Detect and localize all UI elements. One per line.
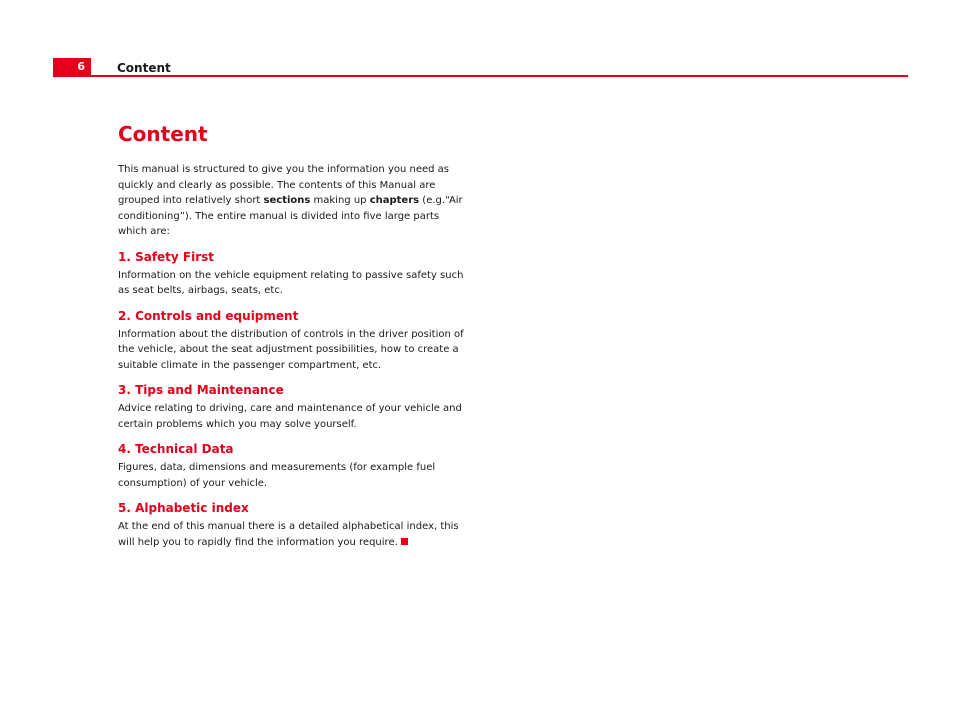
end-of-section-marker-icon (401, 538, 408, 545)
content-column (118, 122, 470, 550)
running-title: Content (117, 61, 171, 75)
section-heading-technical-data: 4. Technical Data (118, 442, 234, 456)
section-body-technical-data: Figures, data, dimensions and measurements (for example fuel consumption) of your vehicle. (118, 462, 436, 489)
section-heading-controls-equipment: 2. Controls and equipment (118, 308, 299, 323)
section-body-tips-maintenance: Advice relating to driving, care and maintenance of your vehicle and certain problems which you may solve yourself. (118, 403, 462, 430)
section-heading-safety-first: 1. Safety First (118, 249, 215, 264)
header-rule (91, 75, 908, 77)
section-heading-alphabetic-index: 5. Alphabetic index (118, 501, 249, 515)
page-number: 6 (77, 60, 85, 73)
section-heading-tips-maintenance: 3. Tips and Maintenance (118, 383, 284, 397)
alphabetic-index-text: At the end of this manual there is a detailed alphabetical index, this will help you to rapidly find the information you require. (118, 521, 459, 548)
intro-paragraph (118, 162, 470, 240)
section-body-alphabetic-index (118, 519, 470, 550)
intro-text-1: This manual is structured to give you the information you need as quickly and clearly as possible. The contents of this Manual are grouped into relatively short (118, 164, 450, 206)
page-title: Content (118, 122, 208, 146)
page-number-box (53, 58, 91, 77)
intro-bold-sections: sections (263, 195, 311, 206)
intro-text-2: making up (310, 195, 370, 206)
section-body-safety-first: Information on the vehicle equipment relating to passive safety such as seat belts, airbags, seats, etc. (118, 269, 464, 296)
intro-bold-chapters: chapters (369, 195, 420, 206)
page-header (53, 58, 908, 77)
section-body-controls-equipment: Information about the distribution of controls in the driver position of the vehicle, about the seat adjustment possibilities, how to create a suitable climate in the passenger compartment, etc. (118, 328, 464, 371)
intro-text-3: (e.g.“Air conditioning”). The entire manual is divided into five large parts which are: (118, 195, 463, 237)
